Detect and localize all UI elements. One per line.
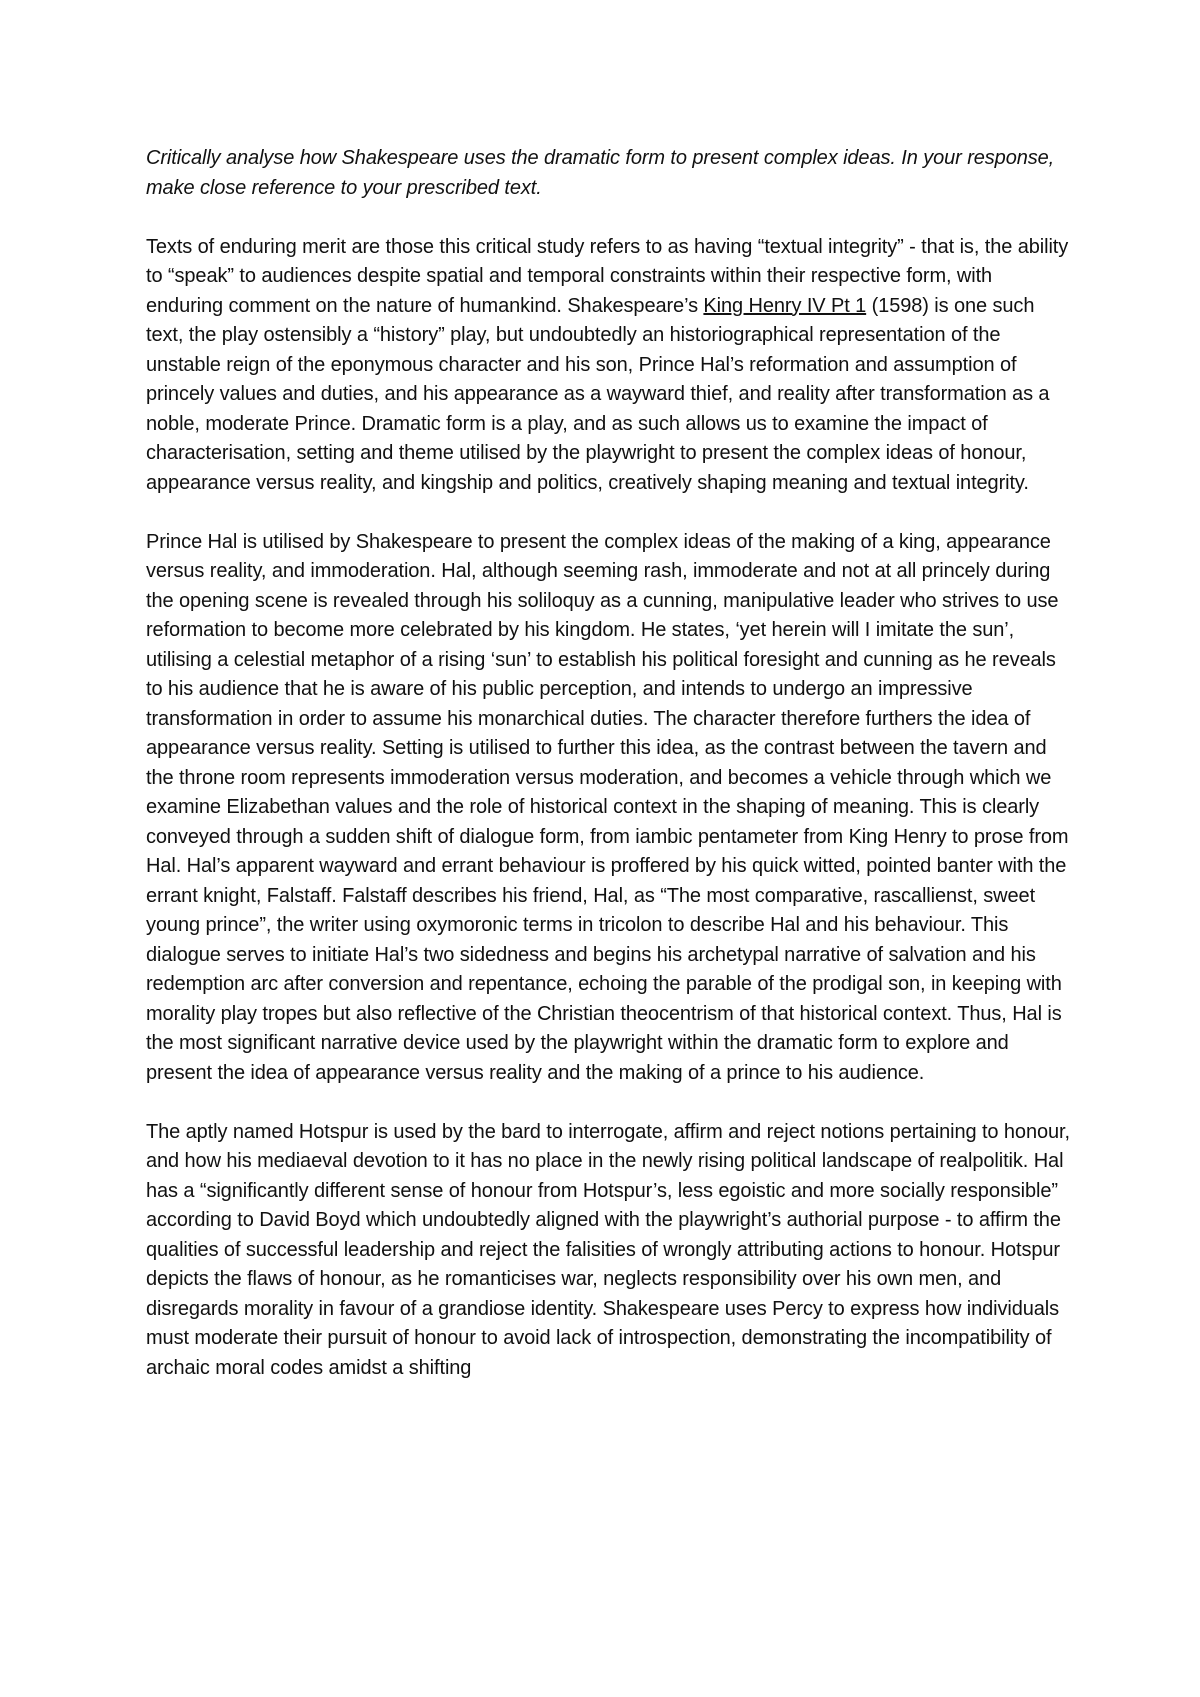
intro-text-start: Texts of enduring merit are those this critical study refers to as having “textual integrity” - that is, the ability to “speak” to audiences despite spatial and temporal constraints within their respective form, with enduring comment on the nature of humankind. Shakespeare’s: [146, 235, 1069, 317]
hal-paragraph: Prince Hal is utilised by Shakespeare to present the complex ideas of the making of a king, appearance versus reality, and immoderation. Hal, although seeming rash, immoderate and not at all princely during the opening scene is revealed through his soliloquy as a cunning, manipulative leader who strives to use reformation to become more celebrated by his kingdom. He states, ‘yet herein will I imitate the sun’, utilising a celestial metaphor of a rising ‘sun’ to establish his political foresight and cunning as he reveals to his audience that he is aware of his public perception, and intends to undergo an impressive transformation in order to assume his monarchical duties. The character therefore furthers the idea of appearance versus reality. Setting is utilised to further this idea, as the contrast between the tavern and the throne room represents immoderation versus moderation, and becomes a vehicle through which we examine Elizabethan values and the role of historical context in the shaping of meaning. This is clearly conveyed through a sudden shift of dialogue form, from iambic pentameter from King Henry to prose from Hal. Hal’s apparent wayward and errant behaviour is proffered by his quick witted, pointed banter with the errant knight, Falstaff. Falstaff describes his friend, Hal, as “The most comparative, rascallienst, sweet young prince”, the writer using oxymoronic terms in tricolon to describe Hal and his behaviour. This dialogue serves to initiate Hal’s two sidedness and begins his archetypal narrative of salvation and his redemption arc after conversion and repentance, echoing the parable of the prodigal son, in keeping with morality play tropes but also reflective of the Christian theocentrism of that historical context. Thus, Hal is the most significant narrative device used by the playwright within the dramatic form to explore and present the idea of appearance versus reality and the making of a prince to his audience.: [146, 530, 1069, 1084]
hotspur-paragraph: The aptly named Hotspur is used by the bard to interrogate, affirm and reject notions pertaining to honour, and how his mediaeval devotion to it has no place in the newly rising political landscape of realpolitik. Hal has a “significantly different sense of honour from Hotspur’s, less egoistic and more socially responsible” according to David Boyd which undoubtedly aligned with the playwright’s authorial purpose - to affirm the qualities of successful leadership and reject the falisities of wrongly attributing actions to honour. Hotspur depicts the flaws of honour, as he romanticises war, neglects responsibility over his own men, and disregards morality in favour of a grandiose identity. Shakespeare uses Percy to express how individuals must moderate their pursuit of honour to avoid lack of introspection, demonstrating the incompatibility of archaic moral codes amidst a shifting: [146, 1120, 1070, 1379]
essay-prompt: Critically analyse how Shakespeare uses the dramatic form to present complex ideas. In your response, make close reference to your prescribed text.: [146, 147, 1055, 199]
document-page: [146, 144, 1071, 1413]
intro-paragraph: [146, 233, 1071, 499]
intro-text-end: (1598) is one such text, the play ostensibly a “history” play, but undoubtedly an historiographical representation of the unstable reign of the eponymous character and his son, Prince Hal’s reformation and assumption of princely values and duties, and his appearance as a wayward thief, and reality after transformation as a noble, moderate Prince. Dramatic form is a play, and as such allows us to examine the impact of characterisation, setting and theme utilised by the playwright to present the complex ideas of honour, appearance versus reality, and kingship and politics, creatively shaping meaning and textual integrity.: [146, 294, 1050, 494]
play-title: King Henry IV Pt 1: [703, 294, 867, 317]
